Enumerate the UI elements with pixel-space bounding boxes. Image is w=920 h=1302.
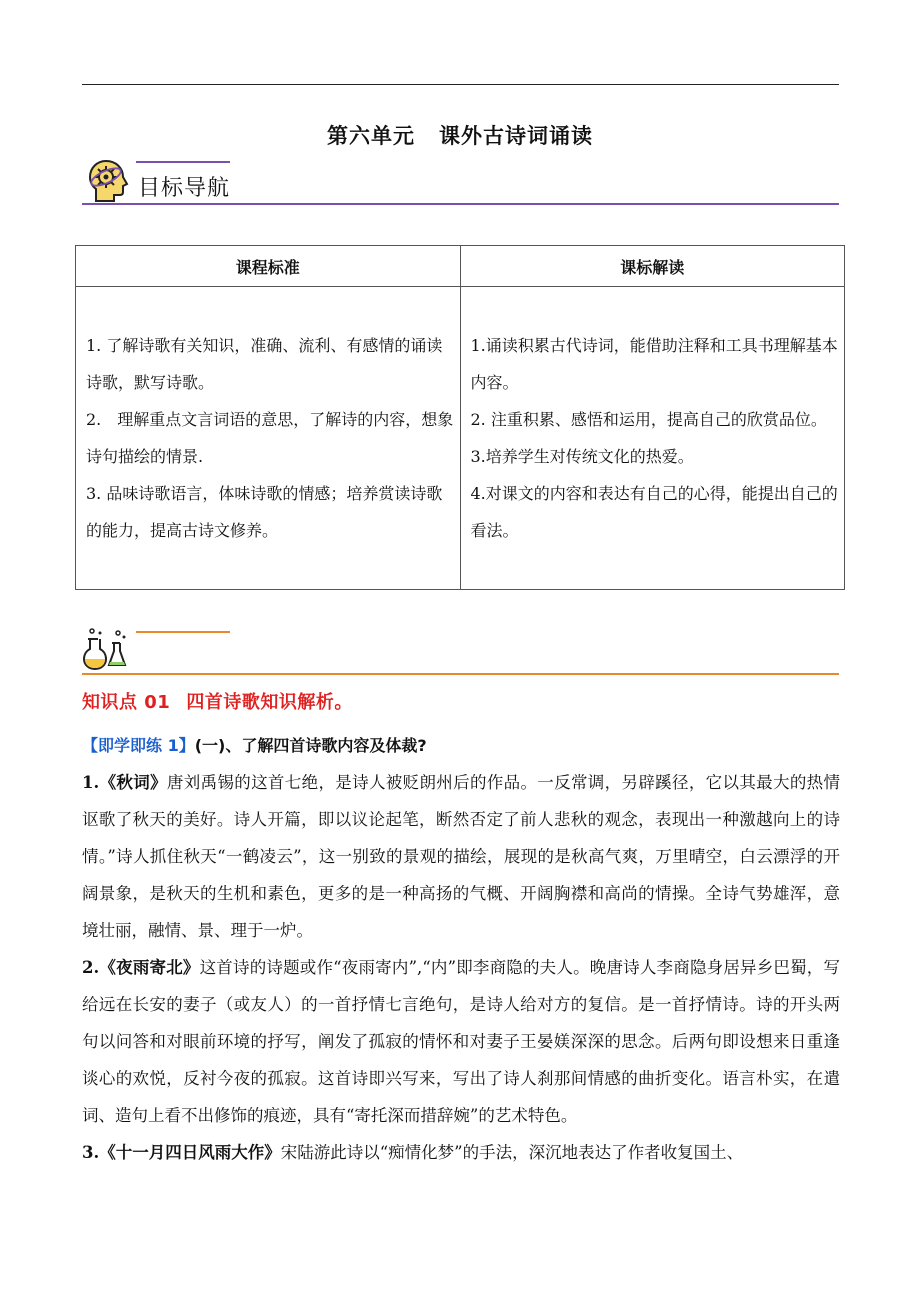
knowledge-point-number: 知识点 01 bbox=[82, 692, 171, 713]
lab-flask-icon bbox=[82, 625, 130, 673]
section-underline bbox=[82, 673, 839, 675]
interpretation-item: 3.培养学生对传统文化的热爱。 bbox=[470, 447, 694, 466]
poem-item: 3.《十一月四日风雨大作》宋陆游此诗以“痴情化梦”的手法，深沉地表达了作者收复国土、 bbox=[82, 1143, 744, 1162]
head-gear-icon bbox=[84, 157, 132, 205]
standard-item: 3. 品味诗歌语言，体味诗歌的情感；培养赏读诗歌的能力，提高古诗文修养。 bbox=[86, 484, 443, 540]
interpretation-item: 1.诵读积累古代诗词，能借助注释和工具书理解基本内容。 bbox=[470, 336, 838, 392]
knowledge-point-title bbox=[82, 688, 353, 714]
poem-item: 1.《秋词》唐刘禹锡的这首七绝，是诗人被贬朗州后的作品。一反常调，另辟蹊径，它以其最大的热情讴歌了秋天的美好。诗人开篇，即以议论起笔，断然否定了前人悲秋的观念，表现出一种激越向上的诗情。”诗人抓住秋天“一鹤凌云”，这一别致的景观的描绘，展现的是秋高气爽，万里晴空，白云漂浮的开阔景象，是秋天的生机和素色，更多的是一种高扬的气概、开阔胸襟和高尚的情操。全诗气势雄浑，意境壮丽，融情、景、理于一炉。 bbox=[82, 773, 841, 940]
unit-topic: 课外古诗词诵读 bbox=[439, 124, 593, 148]
page-title bbox=[0, 120, 920, 150]
article-body bbox=[82, 727, 840, 1171]
column-header-interpretation: 课标解读 bbox=[460, 246, 845, 287]
section-underline bbox=[82, 203, 839, 205]
poem-description: 宋陆游此诗以“痴情化梦”的手法，深沉地表达了作者收复国土、 bbox=[280, 1143, 744, 1162]
column-header-standards: 课程标准 bbox=[76, 246, 461, 287]
practice-question: (一)、了解四首诗歌内容及体裁? bbox=[194, 736, 427, 755]
table-row bbox=[76, 287, 845, 590]
poem-item: 2.《夜雨寄北》这首诗的诗题或作“夜雨寄内”,“内”即李商隐的夫人。晚唐诗人李商隐身居异乡巴蜀，写给远在长安的妻子（或友人）的一首抒情七言绝句，是诗人给对方的复信。是一首抒情诗。诗的开头两句以问答和对眼前环境的抒写，阐发了孤寂的情怀和对妻子王晏媄深深的思念。后两句即设想来日重逢谈心的欢悦，反衬今夜的孤寂。这首诗即兴写来，写出了诗人刹那间情感的曲折变化。语言朴实，在遣词、造句上看不出修饰的痕迹，具有“寄托深而措辞婉”的艺术特色。 bbox=[82, 958, 840, 1125]
section-label: 目标导航 bbox=[138, 176, 231, 201]
header-accent-line bbox=[136, 631, 230, 633]
poem-title: 《夜雨寄北》 bbox=[99, 958, 200, 977]
standard-item: 1. 了解诗歌有关知识，准确、流利、有感情的诵读诗歌，默写诗歌。 bbox=[86, 336, 443, 392]
standards-cell bbox=[76, 287, 461, 590]
practice-tag: 【即学即练 1】 bbox=[82, 736, 195, 755]
header-rule bbox=[82, 84, 839, 85]
knowledge-section-header bbox=[82, 625, 839, 677]
standard-item: 2. 理解重点文言词语的意思，了解诗的内容，想象诗句描绘的情景. bbox=[86, 410, 454, 466]
poem-description: 这首诗的诗题或作“夜雨寄内”,“内”即李商隐的夫人。晚唐诗人李商隐身居异乡巴蜀，写给远在长安的妻子（或友人）的一首抒情七言绝句，是诗人给对方的复信。是一首抒情诗。诗的开头两句以问答和对眼前环境的抒写，阐发了孤寂的情怀和对妻子王晏媄深深的思念。后两句即设想来日重逢谈心的欢悦，反衬今夜的孤寂。这首诗即兴写来，写出了诗人刹那间情感的曲折变化。语言朴实，在遣词、造句上看不出修饰的痕迹，具有“寄托深而措辞婉”的艺术特色。 bbox=[82, 958, 840, 1125]
poem-title: 《秋词》 bbox=[99, 773, 167, 792]
unit-label: 第六单元 bbox=[327, 124, 415, 148]
knowledge-point-text: 四首诗歌知识解析。 bbox=[186, 692, 353, 713]
practice-prompt bbox=[82, 727, 840, 764]
table-header-row bbox=[76, 246, 845, 287]
interpretation-cell bbox=[460, 287, 845, 590]
interpretation-item: 2. 注重积累、感悟和运用，提高自己的欣赏品位。 bbox=[470, 410, 827, 429]
interpretation-item: 4.对课文的内容和表达有自己的心得，能提出自己的看法。 bbox=[470, 484, 838, 540]
poem-description: 唐刘禹锡的这首七绝，是诗人被贬朗州后的作品。一反常调，另辟蹊径，它以其最大的热情讴歌了秋天的美好。诗人开篇，即以议论起笔，断然否定了前人悲秋的观念，表现出一种激越向上的诗情。”诗人抓住秋天“一鹤凌云”，这一别致的景观的描绘，展现的是秋高气爽，万里晴空，白云漂浮的开阔景象，是秋天的生机和素色，更多的是一种高扬的气概、开阔胸襟和高尚的情操。全诗气势雄浑，意境壮丽，融情、景、理于一炉。 bbox=[82, 773, 841, 940]
goal-navigation-header bbox=[82, 155, 839, 207]
curriculum-table bbox=[75, 245, 845, 590]
poem-title: 《十一月四日风雨大作》 bbox=[99, 1143, 281, 1162]
header-accent-line bbox=[136, 161, 230, 163]
